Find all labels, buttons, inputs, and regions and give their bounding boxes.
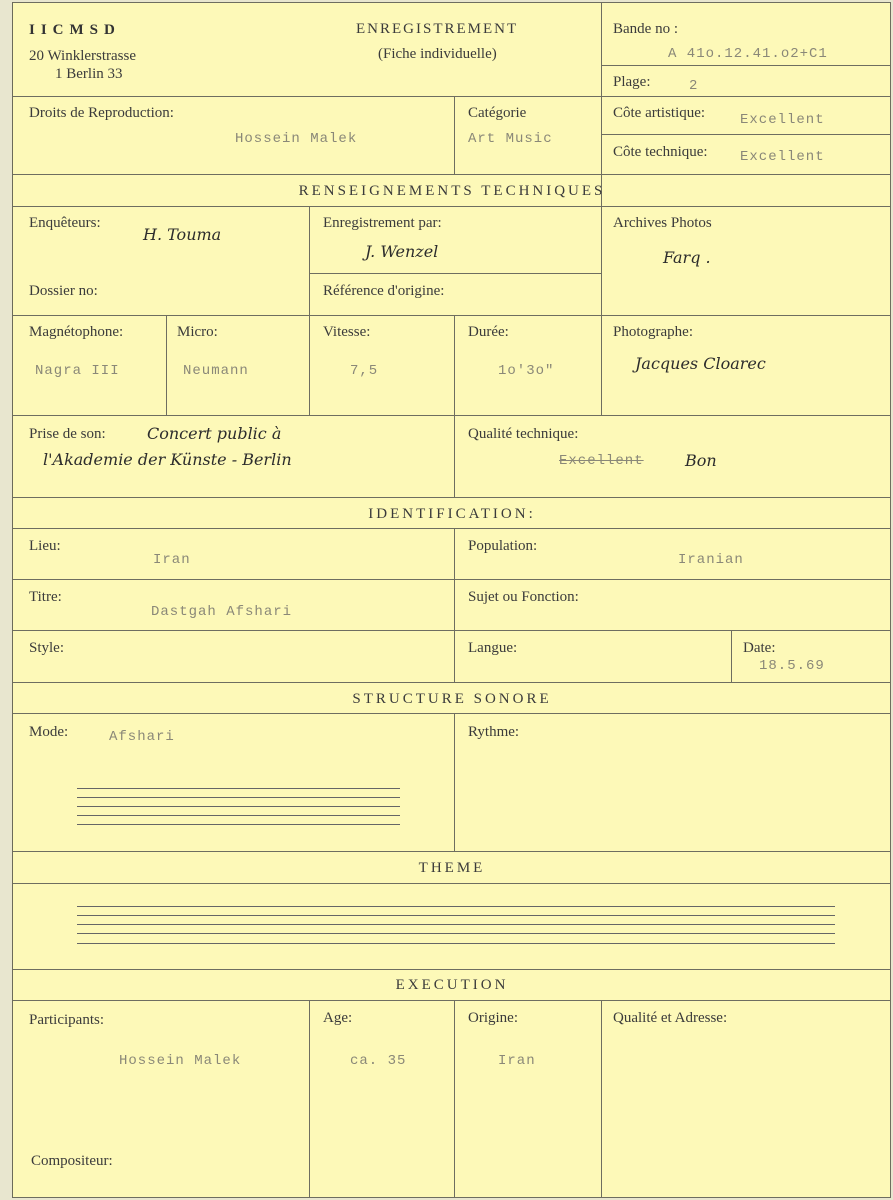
rule (601, 315, 602, 415)
rule (13, 883, 891, 884)
qualite-technique-value: Bon (685, 451, 717, 470)
rule (601, 2, 602, 315)
rule (13, 851, 891, 852)
section-identification: IDENTIFICATION: (368, 506, 536, 522)
rule (309, 273, 601, 274)
section-structure-sonore: STRUCTURE SONORE (352, 691, 552, 707)
rule (890, 2, 891, 1198)
rule (13, 206, 891, 207)
duree-value: 1o'3o" (498, 363, 555, 379)
rule (13, 415, 891, 416)
rule (13, 1197, 891, 1198)
rule (309, 206, 310, 415)
enqueteurs-label: Enquêteurs: (29, 215, 101, 231)
rule (13, 682, 891, 683)
cote-artistique-label: Côte artistique: (613, 105, 706, 121)
cote-technique-label: Côte technique: (613, 144, 708, 160)
population-label: Population: (468, 538, 538, 554)
institute-logo: IICMSD (29, 22, 121, 38)
rule (731, 630, 732, 682)
rule (601, 65, 891, 66)
rule (454, 1000, 455, 1197)
rule (454, 528, 455, 682)
micro-label: Micro: (177, 324, 218, 340)
archives-photos-label: Archives Photos (613, 215, 712, 231)
qualite-technique-struck: Excellent (559, 453, 644, 469)
section-theme: THEME (418, 860, 486, 876)
bande-value: A 41o.12.41.o2+C1 (668, 46, 828, 62)
langue-label: Langue: (468, 640, 518, 656)
qualite-adresse-label: Qualité et Adresse: (613, 1010, 728, 1026)
rule (13, 96, 891, 97)
rule (13, 1000, 891, 1001)
duree-label: Durée: (468, 324, 509, 340)
prise-de-son-label: Prise de son: (29, 426, 106, 442)
vitesse-value: 7,5 (350, 363, 379, 379)
rule (601, 134, 891, 135)
cote-technique-value: Excellent (740, 149, 825, 165)
bande-label: Bande no : (613, 21, 678, 37)
rule (13, 174, 891, 175)
reference-origine-label: Référence d'origine: (323, 283, 445, 299)
titre-value: Dastgah Afshari (151, 604, 293, 620)
rule (13, 315, 891, 316)
participants-label: Participants: (29, 1012, 104, 1028)
categorie-value: Art Music (468, 131, 553, 147)
enregistrement-par-label: Enregistrement par: (323, 215, 442, 231)
lieu-value: Iran (153, 552, 191, 568)
style-label: Style: (29, 640, 65, 656)
mode-label: Mode: (29, 724, 69, 740)
origine-label: Origine: (468, 1010, 518, 1026)
enregistrement-par-value: J. Wenzel (365, 242, 439, 261)
rule (13, 497, 891, 498)
sujet-fonction-label: Sujet ou Fonction: (468, 589, 579, 605)
plage-label: Plage: (613, 74, 651, 90)
participants-value: Hossein Malek (119, 1053, 242, 1069)
plage-value: 2 (689, 78, 699, 94)
photographe-label: Photographe: (613, 324, 693, 340)
rule (13, 2, 891, 3)
droits-label: Droits de Reproduction: (29, 105, 174, 121)
photographe-value: Jacques Cloarec (635, 354, 766, 373)
age-value: ca. 35 (350, 1053, 407, 1069)
population-value: Iranian (678, 552, 744, 568)
vitesse-label: Vitesse: (323, 324, 371, 340)
rule (454, 713, 455, 851)
rule (454, 96, 455, 174)
date-label: Date: (743, 640, 776, 656)
mode-value: Afshari (109, 729, 175, 745)
address-line1: 20 Winklerstrasse (29, 48, 137, 64)
section-execution: EXECUTION (395, 977, 509, 993)
titre-label: Titre: (29, 589, 62, 605)
rythme-label: Rythme: (468, 724, 520, 740)
micro-value: Neumann (183, 363, 249, 379)
address-line2: 1 Berlin 33 (55, 66, 123, 82)
archives-photos-value: Farq . (663, 248, 711, 267)
rule (601, 1000, 602, 1197)
age-label: Age: (323, 1010, 353, 1026)
compositeur-label: Compositeur: (31, 1153, 113, 1169)
prise-de-son-line1: Concert public à (147, 424, 282, 443)
magnetophone-value: Nagra III (35, 363, 120, 379)
rule (13, 713, 891, 714)
qualite-technique-label: Qualité technique: (468, 426, 579, 442)
magnetophone-label: Magnétophone: (29, 324, 124, 340)
form-subtitle: (Fiche individuelle) (378, 46, 497, 62)
section-renseignements-techniques: RENSEIGNEMENTS TECHNIQUES (298, 183, 606, 199)
form-title: ENREGISTREMENT (356, 21, 519, 37)
rule (13, 579, 891, 580)
origine-value: Iran (498, 1053, 536, 1069)
dossier-label: Dossier no: (29, 283, 98, 299)
recording-card (12, 2, 891, 1198)
rule (13, 630, 891, 631)
rule (13, 969, 891, 970)
categorie-label: Catégorie (468, 105, 527, 121)
enqueteurs-value: H. Touma (143, 225, 222, 244)
rule (454, 315, 455, 497)
rule (166, 315, 167, 415)
lieu-label: Lieu: (29, 538, 61, 554)
rule (13, 528, 891, 529)
date-value: 18.5.69 (759, 658, 825, 674)
prise-de-son-line2: l'Akademie der Künste - Berlin (43, 450, 292, 469)
cote-artistique-value: Excellent (740, 112, 825, 128)
rule (309, 1000, 310, 1197)
droits-value: Hossein Malek (235, 131, 358, 147)
